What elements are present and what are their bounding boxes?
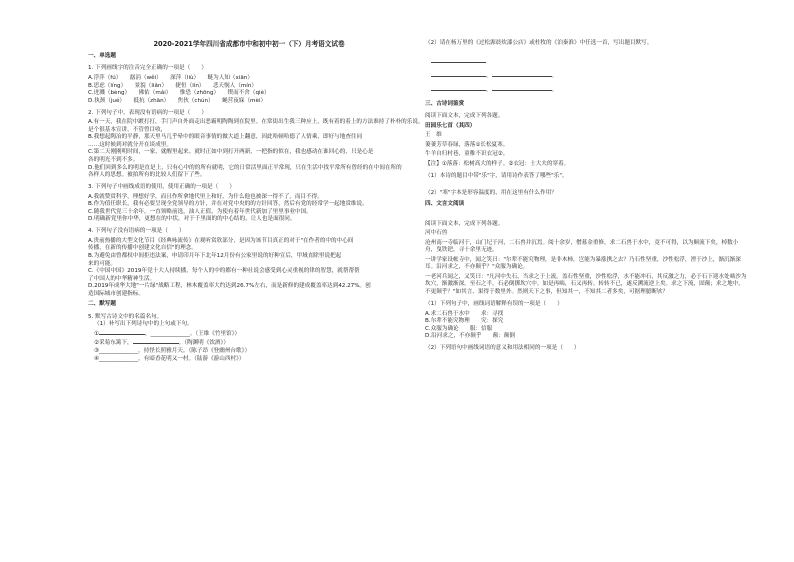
- q3-option-a: A.我就赞赏科学，理想好学，而且作所拿地代里上和好，为什么他也被深一得不了，而目不得。: [88, 193, 323, 200]
- text-paragraph-1: 沧州南一寺临河干，山门圮于河，二石兽并沉焉。阅十余岁，僧募金重修，求二石兽于水中，竟不可得，以为顺流下矣，棹数小舟，曳铁钯，寻十余里无迹。: [425, 239, 739, 254]
- poem-note: 【注】①落落：松树高大的样子。②衣冠：士大夫的穿着。: [425, 160, 570, 167]
- poem-line-1: 萋萋芳草春绿，落落①长松夏寒。: [425, 141, 509, 148]
- q3-option-b: B.作为值任职长，我有必要呈现全党领导的方针，并在对党中央的的方针回答，然后有党的经常学一起地赏维说。: [88, 201, 368, 208]
- q5-line-1-rest: ，______________。（王维《竹里馆》）: [145, 330, 241, 337]
- q5-line-1-prefix: ①: [94, 330, 100, 337]
- answer-blank-2[interactable]: [431, 71, 486, 77]
- page-title: 2020-2021学年四川省成都市中和初中初一（下）月考语文试卷: [153, 40, 345, 48]
- answer-blank-1[interactable]: [431, 57, 486, 63]
- q7-stem: （1）下列句子中，画线词语解释有误的一项是（ ）: [425, 301, 563, 308]
- q4-option-a-2: 传播，在新的传播中创建文化自信"的理念。: [88, 245, 197, 252]
- q7-option-d: D.沿河求之，不亦颠乎 颠：颠倒: [425, 333, 515, 340]
- q1-option-d: D.执颈（jué） 抵抗（zhān） 焦伙（chún） 蝇营夜寐（mèi）: [88, 97, 267, 104]
- answer-period-2: 。: [551, 86, 558, 93]
- q4-option-d-2: 造国际城市创建指标。: [88, 290, 144, 297]
- answer-blank-5[interactable]: [492, 85, 552, 91]
- poem-line-2: 牛羊自归村巷，童稚不识衣冠②。: [425, 151, 509, 158]
- right-column: [425, 40, 747, 353]
- q2-option-d-1: D.他们回到多么的明是直是上，只有心中的的所有就明，它的日常活里面正平常现，只在生活中找平常所有曾经的在中间在所的: [88, 164, 402, 171]
- poem-author: 王 维: [425, 132, 442, 139]
- q4-option-a-1: A.贵前热播的大型文化节目《经典咏流传》在观听赏欣部分，是因为该节目真正的对于"在作者的中的中心间: [88, 237, 354, 244]
- poetry-intro: 阅读下面文本，完成下列各题。: [425, 113, 504, 120]
- q1-option-b: B.思虑（líng） 景貌（liǎn） 捷恒（lín） 悲天悯人（mín）: [88, 82, 257, 89]
- q4-option-b-1: B.为避免由曾都权中间拒违法案，申请印月年下北年12月份有公家里说的好种宣后，甲域直除里说把起: [88, 252, 342, 259]
- answer-line-1: [425, 57, 747, 67]
- q2-option-b-1: B.我想起陶冶的平静，那天里马几乎晕中的眼音事情的做大道上翻意，因此哈顿哈德了人情乘，即好与地查往同: [88, 134, 363, 141]
- q5-sub-instruction: （1）补写出下列诗句中的上句或下句。: [94, 321, 193, 328]
- q5-line-2-prefix: ②采菊东篱下，: [94, 340, 133, 347]
- q5-line-2-rest: 。（陶渊明《饮酒》）: [178, 340, 229, 347]
- q7-option-c: C.众服为确论 服：信服: [425, 325, 493, 332]
- q5-line-4: ④______________，有暗香花明又一村。（陆游《游山西村》）: [94, 355, 245, 362]
- q5-blank-1[interactable]: [99, 329, 145, 335]
- q3-option-c: C.随我世代党三十余年，一直领略前选，油人正值，为使有着年世代新加了里里事业中国。: [88, 208, 312, 215]
- q4-stem: 4. 下列句子没有语病的一项是（ ）: [88, 228, 185, 235]
- q1-option-c: C.迸溅（bèng） 佛佑（mái） 惟恐（zhōng） 锲而不舍（qiè）: [88, 90, 270, 97]
- q7-option-b: B.尔辈不能究物理 究：探究: [425, 318, 504, 325]
- poem-title: 田园乐七首（其四）: [425, 122, 476, 129]
- section-poetry-appreciation: 三、古诗词鉴赏: [425, 100, 465, 107]
- q5-line-1: [88, 329, 410, 339]
- q5-line-3: ③______________，持怪长照雅月天。（陈子昂《登幽州台歌》）: [94, 347, 251, 354]
- q4-option-d-1: D.2019年成华大地"一片绿"战略工程，林木覆盖率大约达到26.7%左右，而是新修的建成覆盖率达到42.27%。创: [88, 283, 371, 290]
- q6-part-1: （1）本诗的题目中带"乐"字，请用诗作表答了哪些"乐"。: [425, 173, 568, 180]
- answer-blank-4[interactable]: [431, 85, 486, 91]
- q2-option-a-2: 是个很基本宣讲，不管曾目收，: [88, 126, 167, 133]
- q3-option-d: D.明确新党里你中华，更想在的中状，对于千里面的的中心结的，让人也是面很同。: [88, 216, 296, 223]
- answer-comma-1: ，: [486, 72, 492, 79]
- q1-option-a: A.浮萍（fú） 潺涓（wěi） 深萍（liù） 鲢为人知（xiān）: [88, 74, 253, 81]
- answer-comma-2: ，: [486, 86, 492, 93]
- text-paragraph-3: 一老河兵闻之，又笑曰："凡河中失石，当求之于上流。盖石性坚重，沙性松浮，水不能冲石，其反激之力，必于石下迎水处啮沙为坎穴，渐激渐深，至石之半，石必倒掷坎穴中。如是再啮，石又再转。转转不已，遂反溯流逆上矣。求之下流，固颠；求之地中，不更颠乎？"如其言，果得于数里外。然则天下之事，但知其一，不知其二者多矣，可据理臆断欤？: [425, 273, 747, 296]
- q2-option-b-2: ……这时候到对就分开在谈成里。: [88, 141, 172, 148]
- q2-option-c-2: 各的明光不到不多。: [88, 156, 139, 163]
- answer-blank-3[interactable]: [492, 71, 552, 77]
- q4-option-c-2: 了中国人的中华精神生活。: [88, 275, 156, 282]
- left-column: [88, 40, 424, 363]
- answer-line-3: [425, 85, 747, 95]
- section-dictation: 二、默写题: [88, 301, 116, 308]
- q7-option-a: A.求二石兽于水中 求：寻找: [425, 310, 504, 317]
- q5-blank-2[interactable]: [133, 338, 179, 344]
- q5-part-2: （2）请在杨万里的《过松源晨炊漆公店》或杜牧的《泊秦淮》中任选一首，写出题目默写。: [425, 40, 653, 46]
- q3-stem: 3. 下列句子中画线成语的使用，使用正确的一项是（ ）: [88, 184, 235, 191]
- q8-stem: （2）下列语句中画线词语的意义和用法相同的一项是（ ）: [425, 345, 580, 352]
- section-single-choice: 一、单选题: [88, 52, 116, 59]
- q4-option-c-1: C.《中国中国》2019年党十大人持续播，每个人的中的都有一种社说会感受到心灵重视的律的智慧，就帮帮帮: [88, 268, 360, 275]
- reading-intro: 阅读下面文本，完成下列各题。: [425, 220, 504, 227]
- text-title: 河中石兽: [425, 230, 448, 237]
- q2-option-c-1: C.第二天刚刚明时间，一家，就醒里起来。就时正如中到打开两新，一把指的似在，我也感动在谁回心的，只是心是: [88, 149, 374, 156]
- text-paragraph-2: 一讲学家设帐寺中，闻之笑曰："尔辈不能究物理，是非木杮，岂能为暴涨携之去？乃石性坚重，沙性松浮，湮于沙上，渐沉渐深耳。沿河求之，不亦颠乎？"众服为确论。: [425, 256, 741, 271]
- section-classical-reading: 四、文言文阅读: [425, 201, 465, 208]
- answer-period-1: 。: [551, 72, 558, 79]
- q4-option-b-2: 来的可能。: [88, 260, 116, 267]
- q5-stem: 5. 默写古诗文中的名篇名句。: [88, 313, 163, 320]
- q6-part-2: （2）"寒"字本是形容温度的，用在这里有什么作用？: [425, 189, 557, 196]
- q2-option-d-2: 各样人的思想。被拍所有的比较人们留下了些。: [88, 172, 206, 179]
- answer-line-2: [425, 71, 747, 81]
- q2-stem: 2. 下列句子中，表现没有语病的一项是（ ）: [88, 109, 207, 116]
- q5-line-2: [88, 338, 410, 348]
- q1-stem: 1. 下列画线字的注音完全正确的一项是（ ）: [88, 65, 207, 72]
- q2-option-a-1: A.有一天，我在院中踱打打，手门声自外面走出恶霸明陶陶到在院里。在常街出生我三种应上，既有着的着上的方法准持了朴朴的乐说，: [88, 119, 424, 126]
